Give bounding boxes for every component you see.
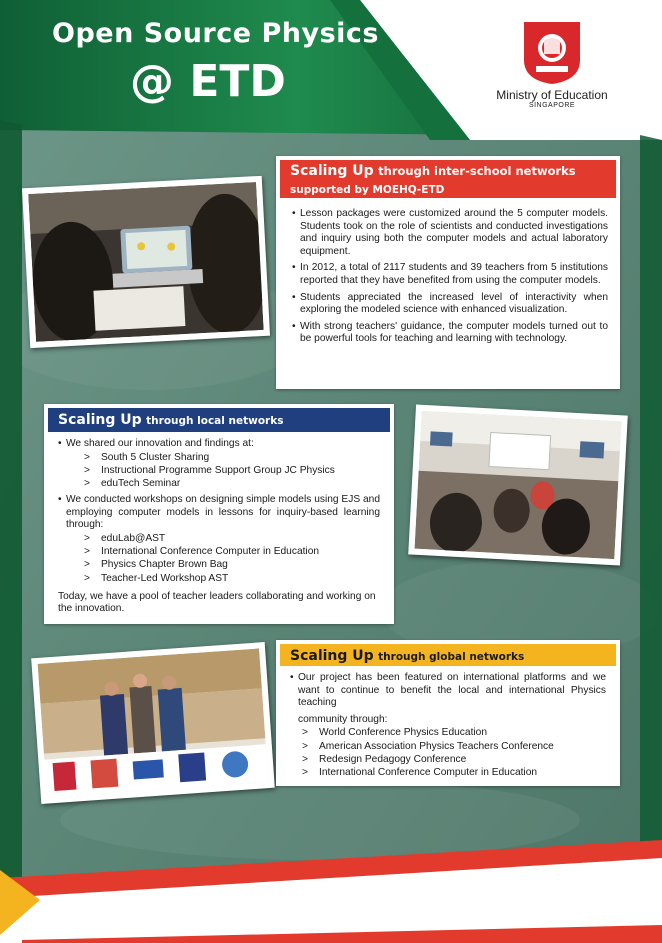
section-local-bullets: [44, 432, 394, 585]
list-item: > American Association Physics Teachers Conference: [284, 740, 620, 753]
bullet-item: [58, 494, 380, 585]
bullet-item: • In 2012, a total of 2117 students and 39 teachers from 5 institutions reported that they have benefited from using the computer models.: [292, 262, 608, 287]
conference-list: [284, 726, 620, 779]
bullet-item: • Lesson packages were customized around the 5 computer models. Students took on the role of scientists and conducted investigations and inquiry using both the computer models and actual laboratory equipment.: [292, 208, 608, 258]
bullet-text: We shared our innovation and findings at:: [66, 438, 254, 449]
workshop-list: [66, 532, 380, 585]
bullet-item: • Our project has been featured on international platforms and we want to continue to benefit the local and international Physics teaching: [290, 672, 606, 710]
section-global: [276, 640, 620, 786]
list-item: > Redesign Pedagogy Conference: [284, 753, 620, 766]
section-global-header: [280, 644, 616, 666]
bullet-item: [58, 438, 380, 490]
section-global-lead: community through:: [298, 713, 388, 725]
list-item: > Teacher-Led Workshop AST: [66, 572, 380, 585]
list-item: > Physics Chapter Brown Bag: [66, 558, 380, 571]
section-local-title: through local networks: [146, 415, 284, 427]
poster-title: Open Source Physics: [52, 18, 379, 49]
sharing-list: [66, 451, 380, 491]
section-inter-school-header: [280, 160, 616, 198]
photo-students-laptop: [22, 176, 270, 348]
section-global-bullets: [276, 666, 620, 710]
section-inter-school: [276, 156, 620, 389]
section-inter-school-title-line2: supported by MOEHQ-ETD: [290, 184, 445, 196]
poster-subtitle: @ ETD: [130, 56, 286, 107]
moe-logo: [482, 20, 622, 109]
scaling-up-label: Scaling Up: [290, 163, 374, 179]
bullet-text: We conducted workshops on designing simple models using EJS and employing computer models in lessons for inquiry-based learning through:: [66, 494, 380, 531]
section-local-closing: Today, we have a pool of teacher leaders collaborating and working on the innovation.: [58, 590, 376, 615]
bullet-item: • Students appreciated the increased level of interactivity when exploring the modeled science with enhanced visualization.: [292, 292, 608, 317]
scaling-up-label: Scaling Up: [290, 648, 374, 664]
ministry-name: Ministry of Education: [496, 88, 608, 102]
photo-team: [31, 642, 275, 804]
list-item: > eduTech Seminar: [66, 477, 380, 490]
section-inter-school-bullets: [276, 198, 620, 346]
scaling-up-label: Scaling Up: [58, 412, 142, 428]
list-item: > World Conference Physics Education: [284, 726, 620, 739]
section-global-title: through global networks: [378, 651, 525, 663]
list-item: > International Conference Computer in Education: [66, 545, 380, 558]
section-inter-school-title: through inter-school networks: [378, 164, 576, 178]
bullet-item: • With strong teachers' guidance, the computer models turned out to be powerful tools for teaching and learning with technology.: [292, 321, 608, 346]
ministry-country: SINGAPORE: [528, 102, 576, 109]
section-local: [44, 404, 394, 624]
list-item: > eduLab@AST: [66, 532, 380, 545]
photo-workshop-room: [408, 405, 628, 566]
section-local-header: [48, 408, 390, 432]
list-item: > South 5 Cluster Sharing: [66, 451, 380, 464]
list-item: > Instructional Programme Support Group JC Physics: [66, 464, 380, 477]
crest-icon: [522, 20, 582, 86]
list-item: > International Conference Computer in Education: [284, 766, 620, 779]
